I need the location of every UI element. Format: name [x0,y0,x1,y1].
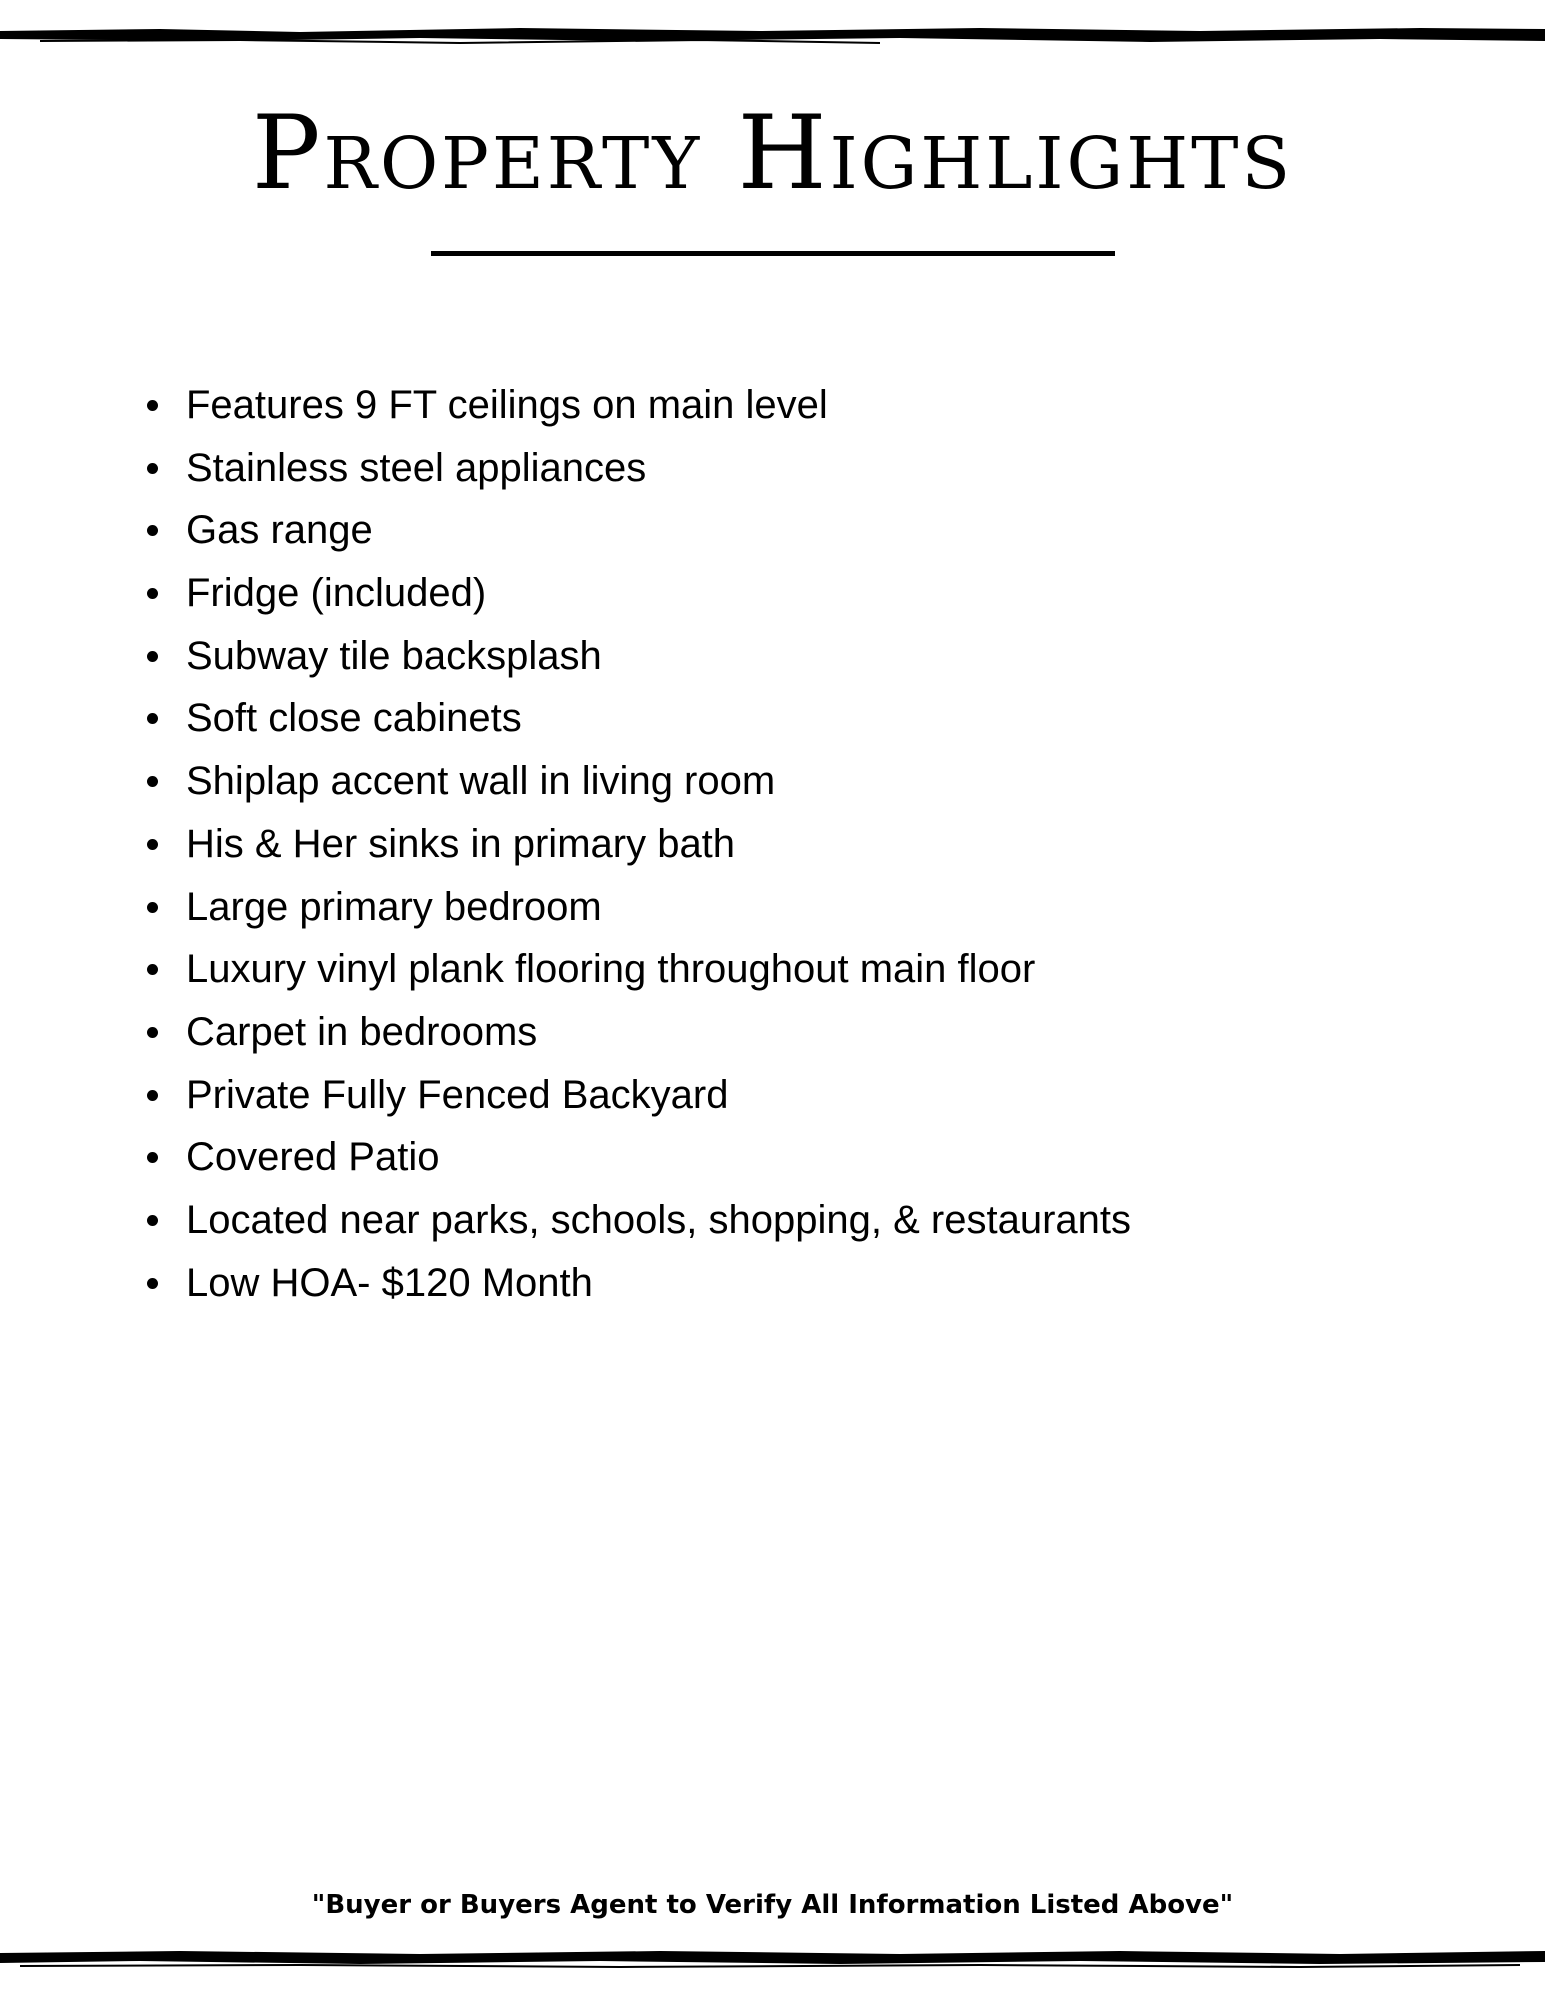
list-item [136,625,1456,688]
bullet-icon [147,1027,158,1038]
list-item-label: Private Fully Fenced Backyard [186,1072,729,1117]
bullet-icon [147,400,158,411]
list-item-label: Luxury vinyl plank flooring throughout main floor [186,947,1036,992]
list-item [136,437,1456,500]
page-title: Property Highlights [251,94,1294,213]
list-item [136,562,1456,625]
bullet-icon [147,651,158,662]
bullet-icon [147,588,158,599]
list-item [136,876,1456,939]
bullet-icon [147,839,158,850]
list-item-label: Subway tile backsplash [186,633,602,678]
list-item-label: Low HOA- $120 Month [186,1260,593,1305]
highlights-list [136,374,1456,1314]
list-item [136,1126,1456,1189]
bullet-icon [147,525,158,536]
bullet-icon [147,1278,158,1289]
list-item [136,374,1456,437]
bullet-icon [147,1215,158,1226]
title-underline [431,251,1115,256]
bullet-icon [147,964,158,975]
bottom-brush-border [0,1945,1545,1969]
bullet-icon [147,463,158,474]
list-item-label: Gas range [186,508,373,553]
bullet-icon [147,776,158,787]
list-item [136,1001,1456,1064]
list-item [136,750,1456,813]
list-item-label: Fridge (included) [186,571,487,616]
list-item-label: Located near parks, schools, shopping, & restaurants [186,1197,1131,1242]
list-item-label: His & Her sinks in primary bath [186,821,736,866]
list-item [136,813,1456,876]
list-item [136,1252,1456,1315]
list-item-label: Soft close cabinets [186,696,522,741]
list-item-label: Shiplap accent wall in living room [186,759,776,804]
list-item-label: Covered Patio [186,1135,440,1180]
disclaimer-text: "Buyer or Buyers Agent to Verify All Information Listed Above" [311,1890,1234,1920]
list-item [136,687,1456,750]
list-item [136,938,1456,1001]
list-item [136,499,1456,562]
bullet-icon [147,902,158,913]
bullet-icon [147,713,158,724]
list-item-label: Stainless steel appliances [186,445,647,490]
list-item-label: Carpet in bedrooms [186,1009,538,1054]
bullet-icon [147,1090,158,1101]
list-item [136,1189,1456,1252]
bullet-icon [147,1152,158,1163]
list-item-label: Features 9 FT ceilings on main level [186,383,828,427]
top-brush-border [0,22,1545,46]
list-item-label: Large primary bedroom [186,884,602,929]
list-item [136,1064,1456,1127]
